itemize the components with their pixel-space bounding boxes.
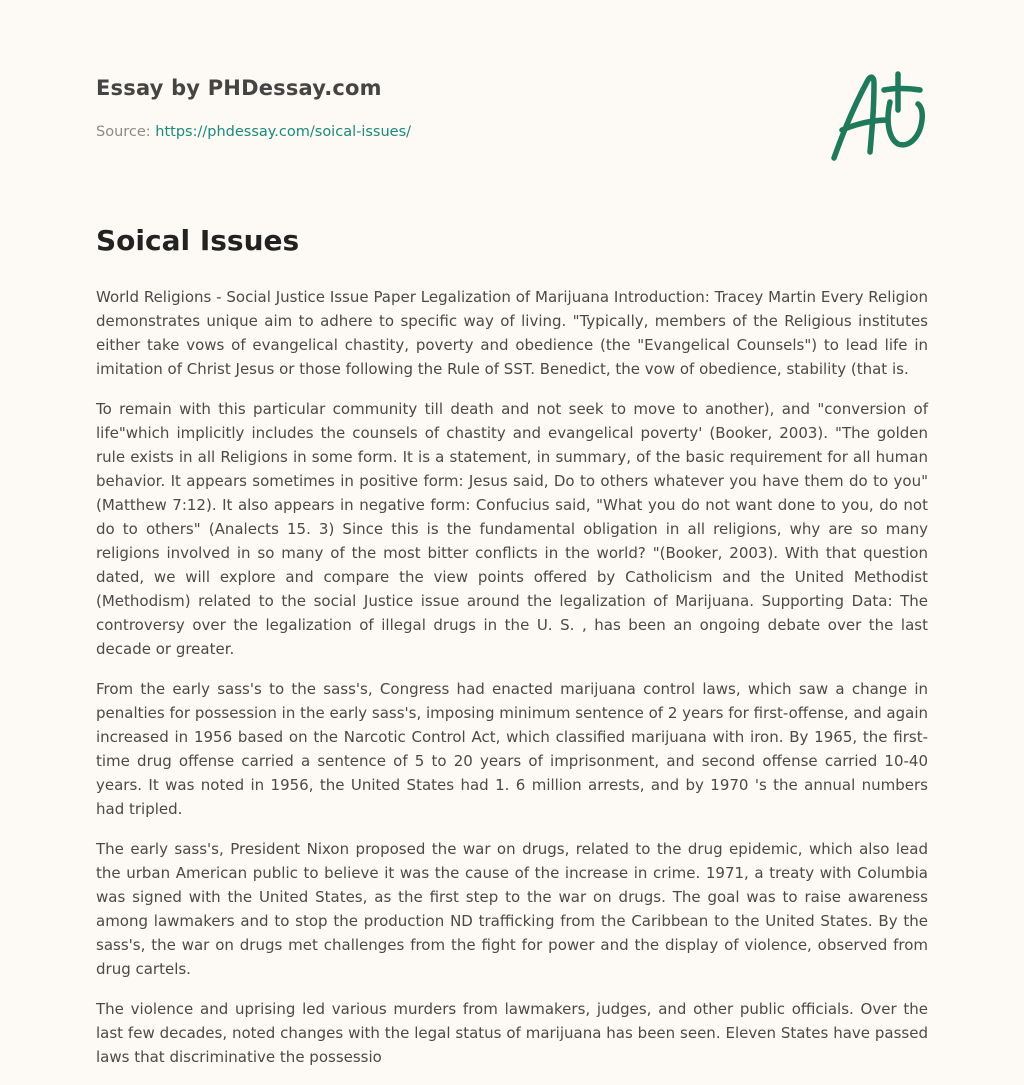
essay-title: Soical Issues	[96, 224, 300, 257]
essay-paragraph: World Religions - Social Justice Issue Paper Legalization of Marijuana Introduction: Tracey Martin Every Religion demonstrates unique aim to adhere to specific way of living. "Typically, members of the Religious institutes either take vows of evangelical chastity, poverty and obedience (the "Evangelical Counsels") to lead life in imitation of Christ Jesus or those following the Rule of SST. Benedict, the vow of obedience, stability (that is.	[96, 288, 928, 378]
essay-page	[96, 0, 929, 1066]
source-line	[96, 124, 411, 140]
essay-paragraph: From the early sass's to the sass's, Congress had enacted marijuana control laws, which saw a change in penalties for possession in the early sass's, imposing minimum sentence of 2 years for first-offense, and again increased in 1956 based on the Narcotic Control Act, which classified marijuana with iron. By 1965, the first-time drug offense carried a sentence of 5 to 20 years of imprisonment, and second offense carried 10-40 years. It was noted in 1956, the United States had 1. 6 million arrests, and by 1970 's the annual numbers had tripled.	[96, 680, 929, 818]
essay-paragraph: The violence and uprising led various murders from lawmakers, judges, and other public officials. Over the last few decades, noted changes with the legal status of marijuana has been seen. Eleven States have passed laws that discriminative the possessio	[96, 1000, 928, 1066]
page-header	[96, 0, 928, 190]
essay-paragraph: The early sass's, President Nixon proposed the war on drugs, related to the drug epidemic, which also lead the urban American public to believe it was the cause of the increase in crime. 1971, a treaty with Columbia was signed with the United States, as the first step to the war on drugs. The goal was to raise awareness among lawmakers and to stop the production ND trafficking from the Caribbean to the United States. By the sass's, the war on drugs met challenges from the fight for power and the display of violence, observed from drug cartels.	[96, 840, 928, 978]
source-link[interactable]: https://phdessay.com/soical-issues/	[155, 124, 412, 140]
site-brand: Essay by PHDessay.com	[96, 76, 382, 100]
essay-paragraph: To remain with this particular community till death and not seek to move to another), and "conversion of life"which implicitly includes the counsels of chastity and evangelical poverty' (Booker, 2003). "The golden rule exists in all Religions in some form. It is a statement, in summary, of the basic requirement for all human behavior. It appears sometimes in positive form: Jesus said, Do to others whatever you have them do to you" (Matthew 7:12). It also appears in negative form: Confucius said, "What you do not want done to you, do not do to others" (Analects 15. 3) Since this is the fundamental obligation in all religions, why are so many religions involved in so many of the most bitter conflicts in the world? "(Booker, 2003). With that question dated, we will explore and compare the view points offered by Catholicism and the United Methodist (Methodism) related to the social Justice issue around the legalization of Marijuana. Supporting Data: The controversy over the legalization of illegal drugs in the U. S. , has been an ongoing debate over the last decade or greater.	[96, 400, 928, 658]
essay-body	[96, 285, 928, 1085]
a-plus-grade-icon	[828, 68, 932, 164]
source-label: Source:	[96, 124, 156, 140]
